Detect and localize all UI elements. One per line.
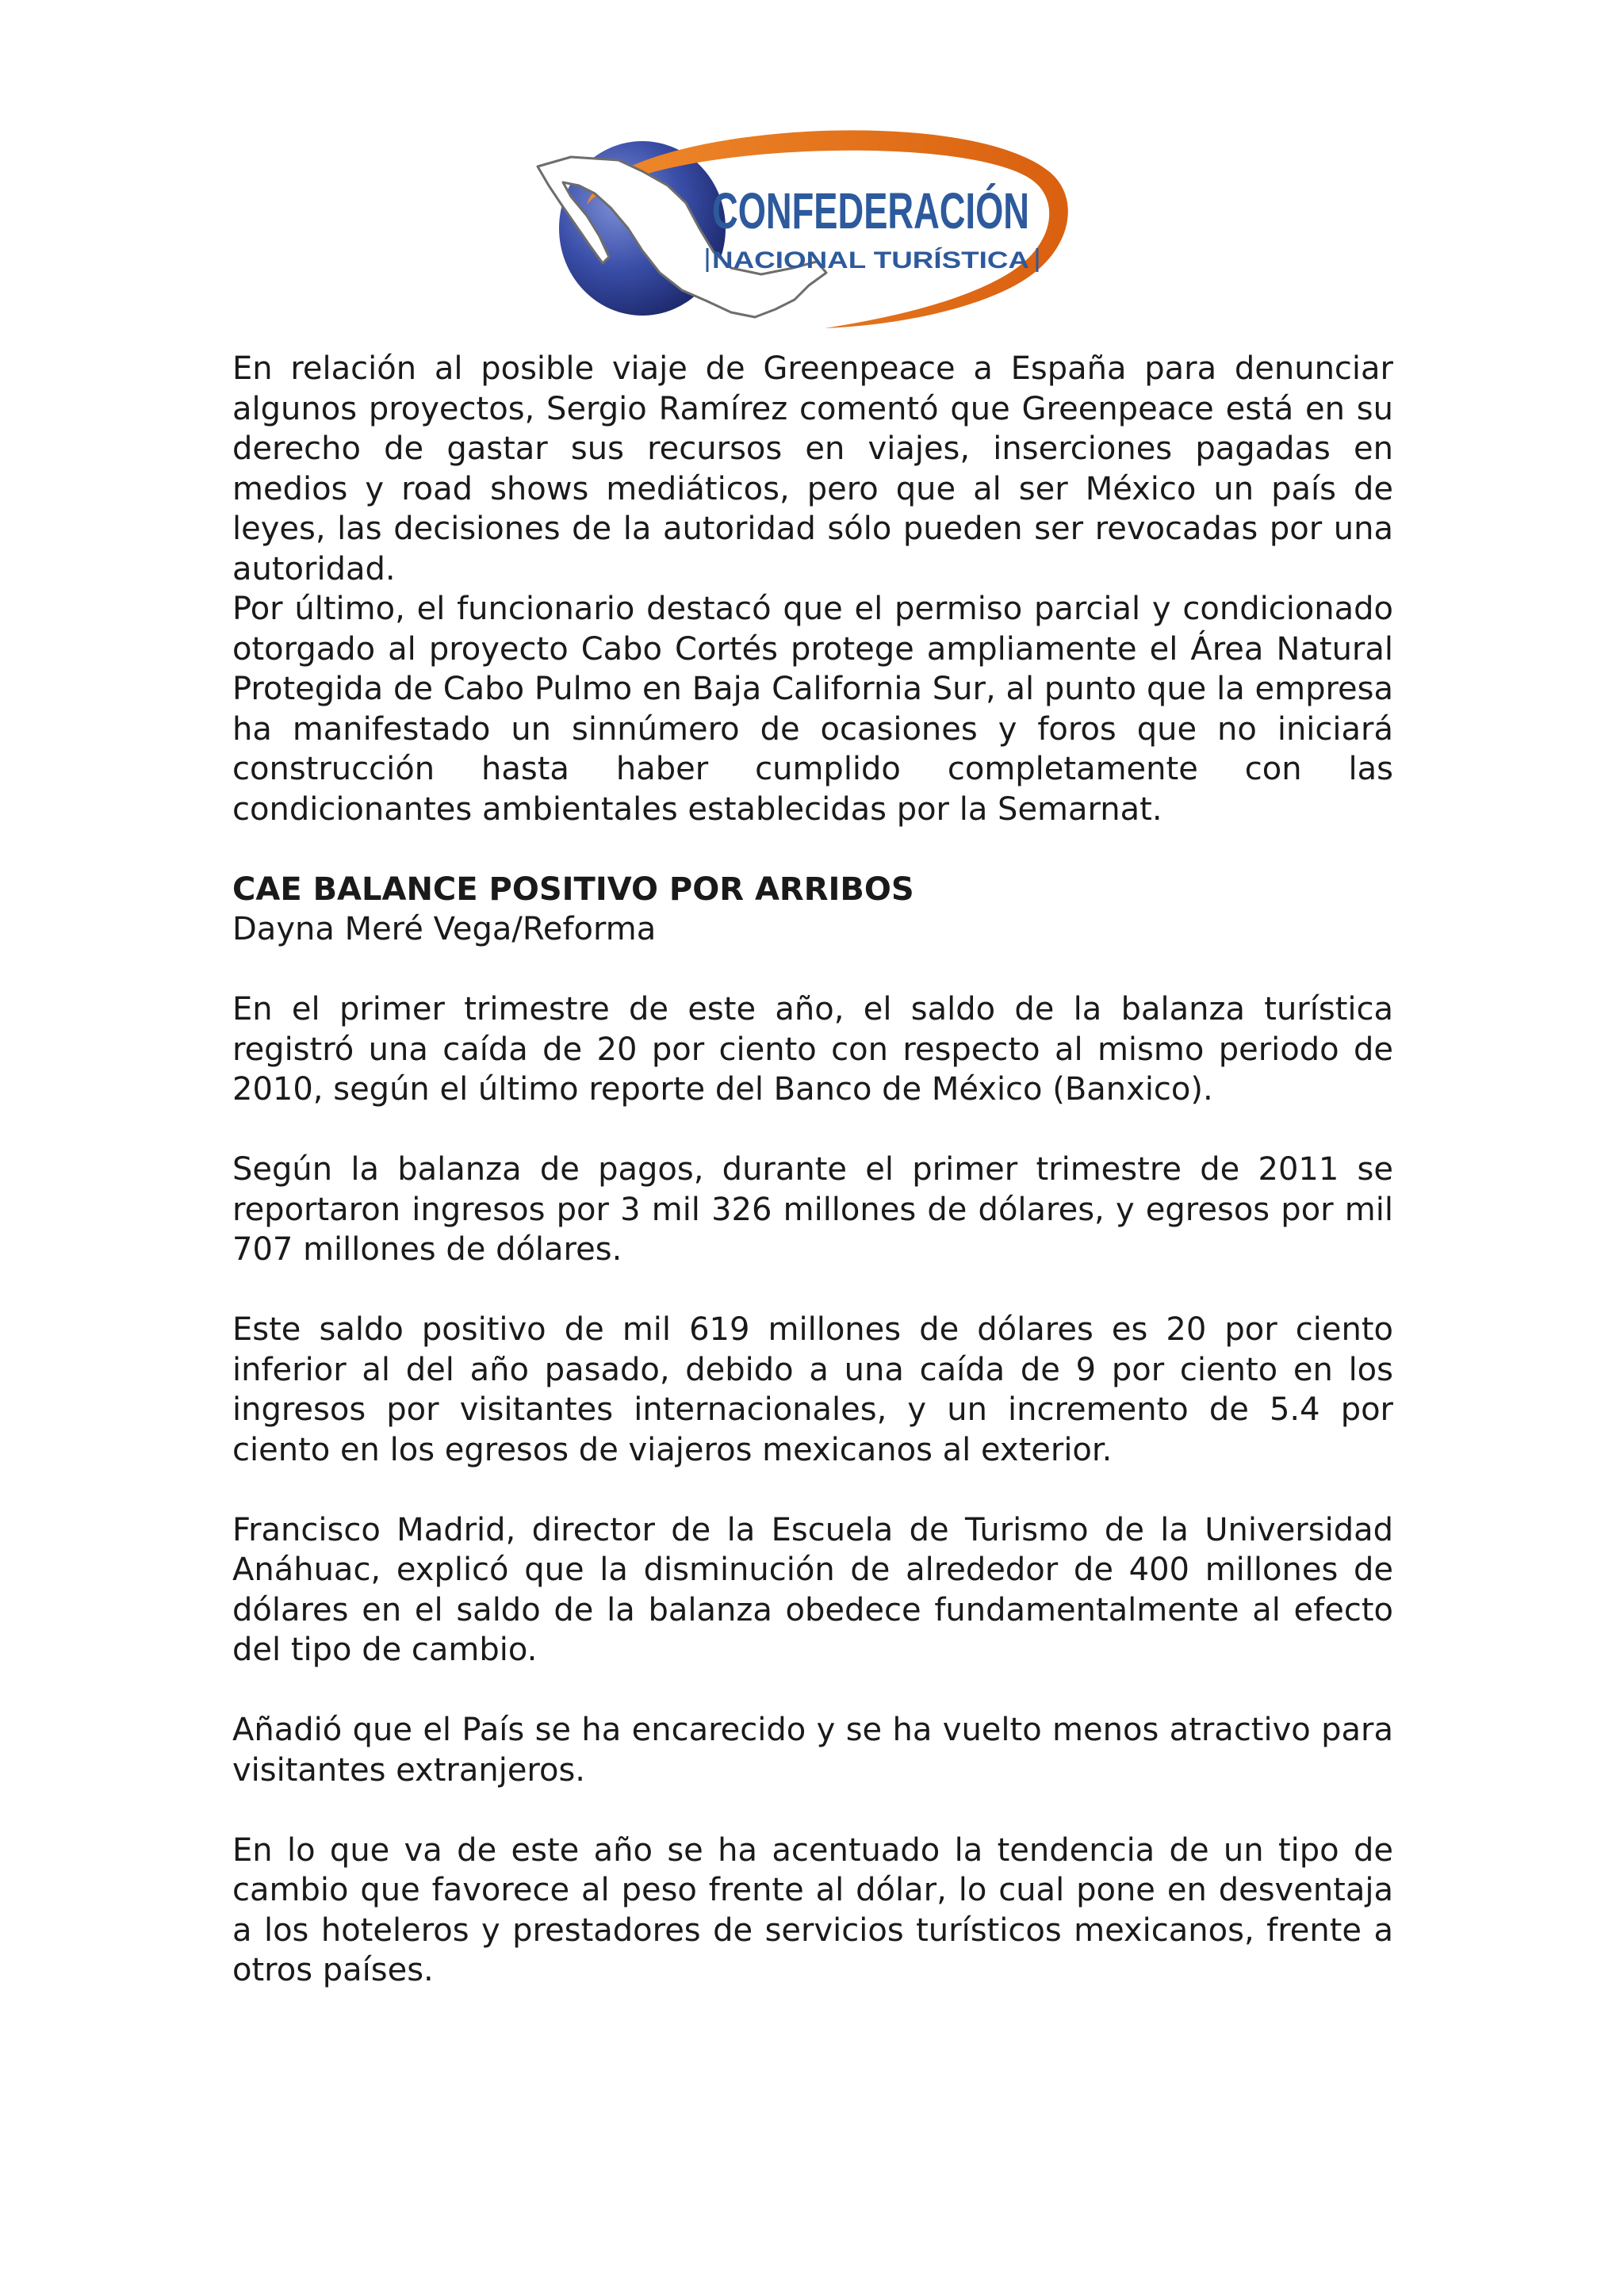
article-paragraph-1: En el primer trimestre de este año, el saldo de la balanza turística registró una caída de 20 por ciento con respecto al mismo periodo de 2010, según el último reporte del Banco de México (Banxico).	[232, 991, 1393, 1108]
article-paragraph-4: Francisco Madrid, director de la Escuela de Turismo de la Universidad Anáhuac, explicó que la disminución de alrededor de 400 millones de dólares en el saldo de la balanza obedece fundamentalmente al efecto del tipo de cambio.	[232, 1511, 1393, 1668]
intro-paragraph-2: Por último, el funcionario destacó que el permiso parcial y condicionado otorgado al proyecto Cabo Cortés protege ampliamente el Área Natural Protegida de Cabo Pulmo en Baja California Sur, al punto que la empresa ha manifestado un sinnúmero de ocasiones y foros que no iniciará construcción hasta haber cumplido completamente con las condicionantes ambientales establecidas por la Semarnat.	[232, 591, 1393, 828]
article-headline: CAE BALANCE POSITIVO POR ARRIBOS	[232, 871, 914, 908]
confederacion-logo	[523, 109, 1078, 347]
article-paragraph-2: Según la balanza de pagos, durante el primer trimestre de 2011 se reportaron ingresos por 3 mil 326 millones de dólares, y egresos por mil 707 millones de dólares.	[232, 1151, 1393, 1268]
article-paragraph-5: Añadió que el País se ha encarecido y se ha vuelto menos atractivo para visitantes extranjeros.	[232, 1712, 1393, 1789]
article-paragraph-3: Este saldo positivo de mil 619 millones de dólares es 20 por ciento inferior al del año pasado, debido a una caída de 9 por ciento en los ingresos por visitantes internacionales, y un incremento de 5.4 por ciento en los egresos de viajeros mexicanos al exterior.	[232, 1311, 1393, 1468]
document-body	[232, 349, 1393, 1991]
logo-line2: NACIONAL TURÍSTICA	[712, 247, 971, 274]
article-paragraph-6: En lo que va de este año se ha acentuado la tendencia de un tipo de cambio que favorece al peso frente al dólar, lo cual pone en desventaja a los hoteleros y prestadores de servicios turísticos mexicanos, frente a otros países.	[232, 1831, 1393, 1988]
logo-line1: CONFEDERACIÓN	[712, 182, 1029, 239]
intro-paragraph-1: En relación al posible viaje de Greenpeace a España para denunciar algunos proyectos, Sergio Ramírez comentó que Greenpeace está en su derecho de gastar sus recursos en viajes, inserciones pagadas en medios y road shows mediáticos, pero que al ser México un país de leyes, las decisiones de la autoridad sólo pueden ser revocadas por una autoridad.	[232, 350, 1393, 587]
article-byline: Dayna Meré Vega/Reforma	[232, 911, 657, 947]
